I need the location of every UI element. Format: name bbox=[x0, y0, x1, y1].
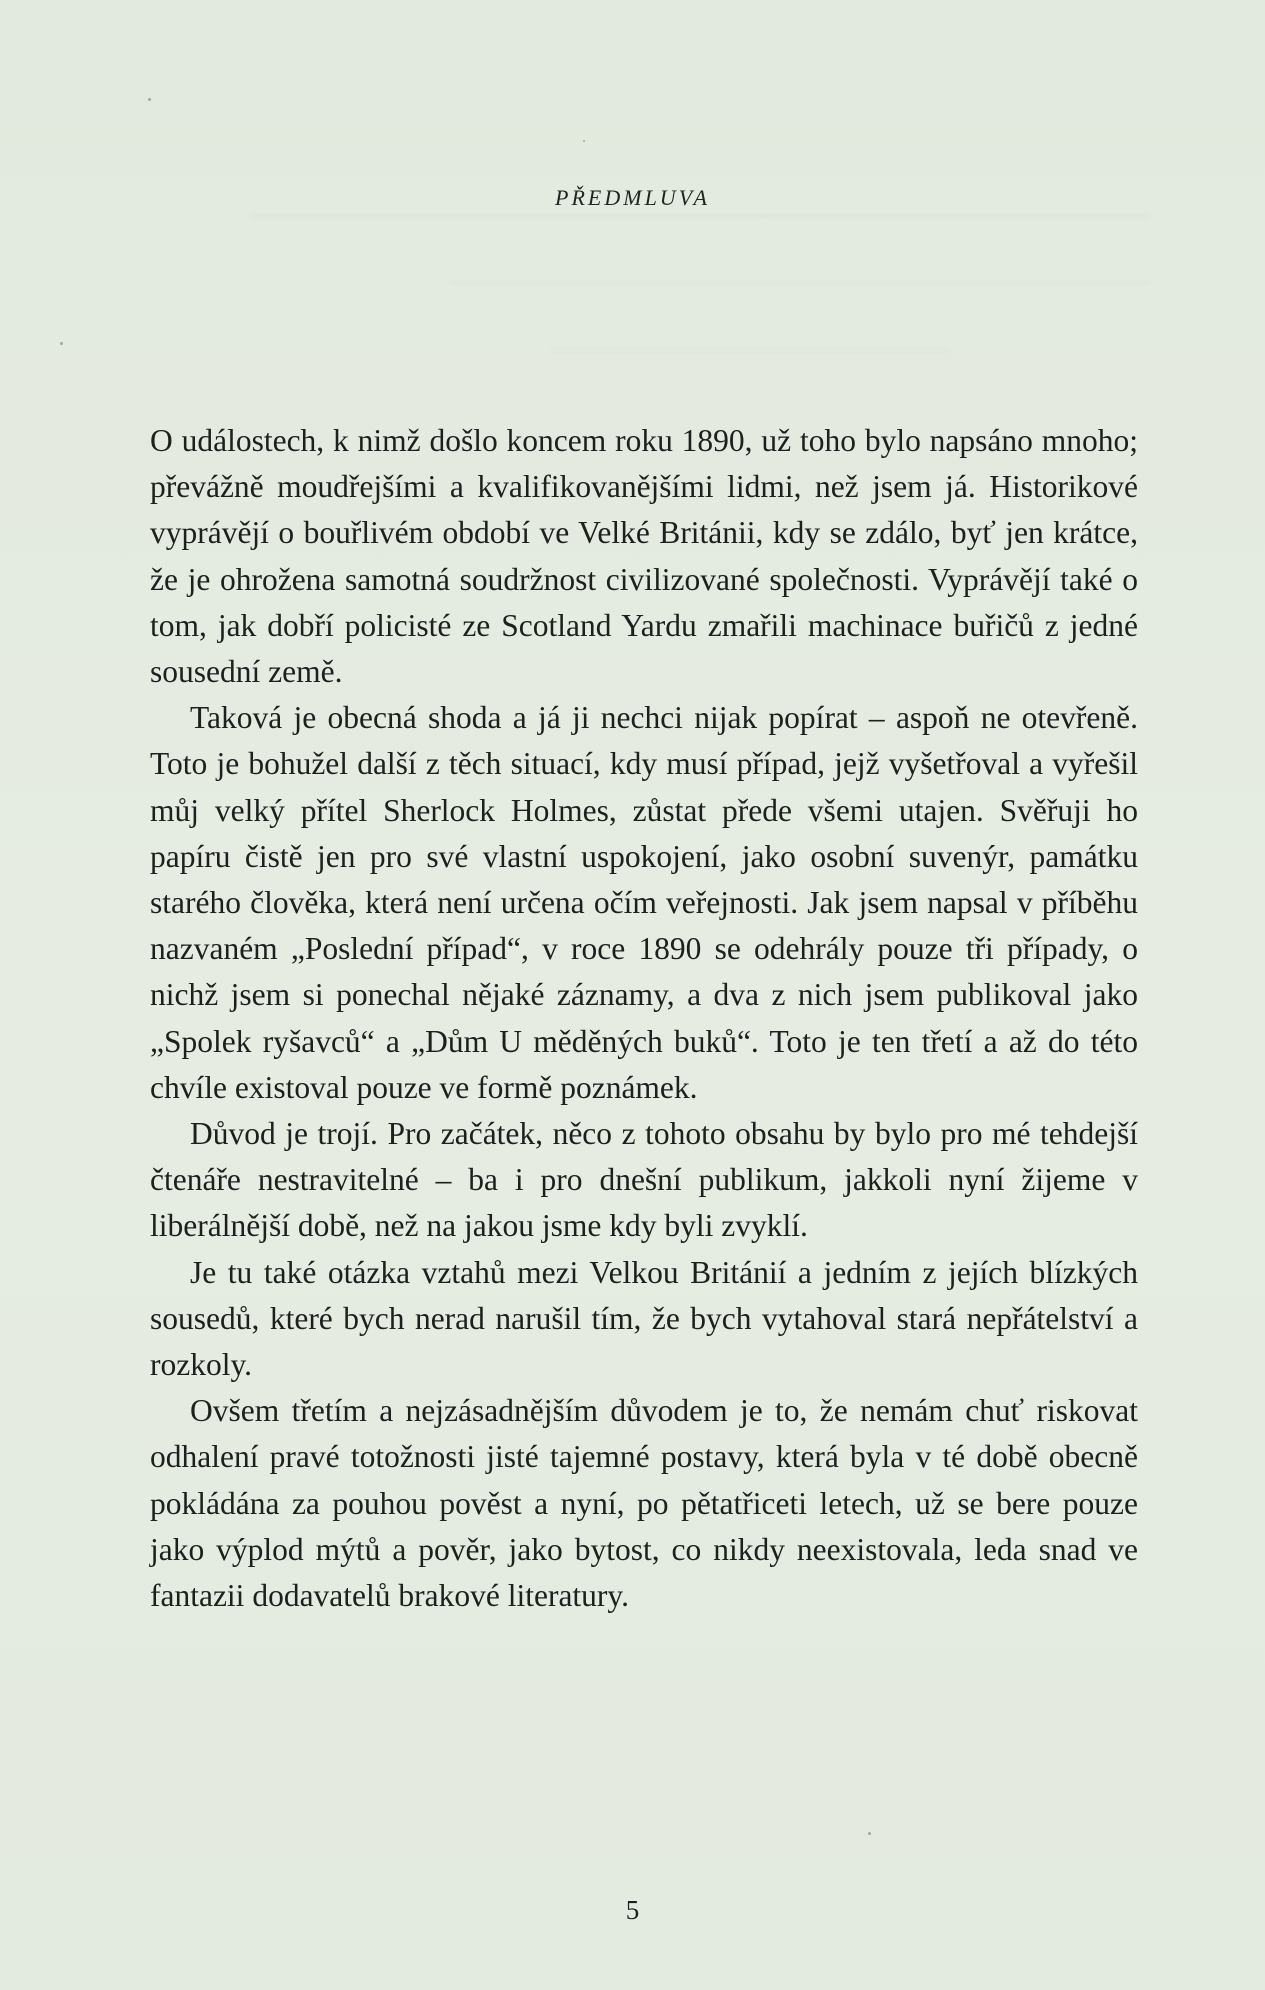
body-text bbox=[150, 418, 1138, 1619]
paper-speck bbox=[583, 140, 585, 142]
paper-speck bbox=[148, 98, 151, 101]
page-number: 5 bbox=[625, 1895, 640, 1925]
paragraph-2: Taková je obecná shoda a já ji nechci nijak popírat – aspoň ne otevřeně. Toto je bohužel další z těch situací, kdy musí případ, jejž vyšetřoval a vyřešil můj velký přítel Sherlock Holmes, zůstat přede všemi utajen. Svěřuji ho papíru čistě jen pro své vlastní uspokojení, jako osobní suvenýr, památku starého člověka, která není určena očím veřejnosti. Jak jsem napsal v příběhu nazvaném „Poslední případ“, v roce 1890 se odehrály pouze tři případy, o nichž jsem si ponechal nějaké záznamy, a dva z nich jsem publikoval jako „Spolek ryšavců“ a „Dům U měděných buků“. Toto je ten třetí a až do této chvíle existoval pouze ve formě poznámek. bbox=[150, 700, 1138, 1105]
running-head: PŘEDMLUVA bbox=[555, 185, 710, 210]
paragraph-5: Ovšem třetím a nejzásadnějším důvodem je to, že nemám chuť riskovat odhalení pravé totožnosti jisté tajemné postavy, která byla v té době obecně pokládána za pouhou pověst a nyní, po pětatřiceti letech, už se bere pouze jako výplod mýtů a pověr, jako bytost, co nikdy neexistovala, leda snad ve fantazii dodavatelů brakové literatury. bbox=[150, 1393, 1138, 1614]
paragraph-1: O událostech, k nimž došlo koncem roku 1890, už toho bylo napsáno mnoho; převážně moudřejšími a kvalifikovanějšími lidmi, než jsem já. Historikové vyprávějí o bouřlivém období ve Velké Británii, kdy se zdálo, byť jen krátce, že je ohrožena samotná soudržnost civilizované společnosti. Vyprávějí také o tom, jak dobří policisté ze Scotland Yardu zmařili machinace buřičů z jedné sousední země. bbox=[150, 423, 1138, 690]
paragraph-3: Důvod je trojí. Pro začátek, něco z tohoto obsahu by bylo pro mé tehdejší čtenáře nestravitelné – ba i pro dnešní publikum, jakkoli nyní žijeme v liberálnější době, než na jakou jsme kdy byli zvyklí. bbox=[150, 1116, 1138, 1244]
paper-speck bbox=[868, 1832, 871, 1835]
paragraph-4: Je tu také otázka vztahů mezi Velkou Británií a jedním z jejích blízkých sousedů, které bych nerad narušil tím, že bych vytahoval stará nepřátelství a rozkoly. bbox=[150, 1254, 1138, 1383]
paper-speck bbox=[60, 342, 63, 345]
